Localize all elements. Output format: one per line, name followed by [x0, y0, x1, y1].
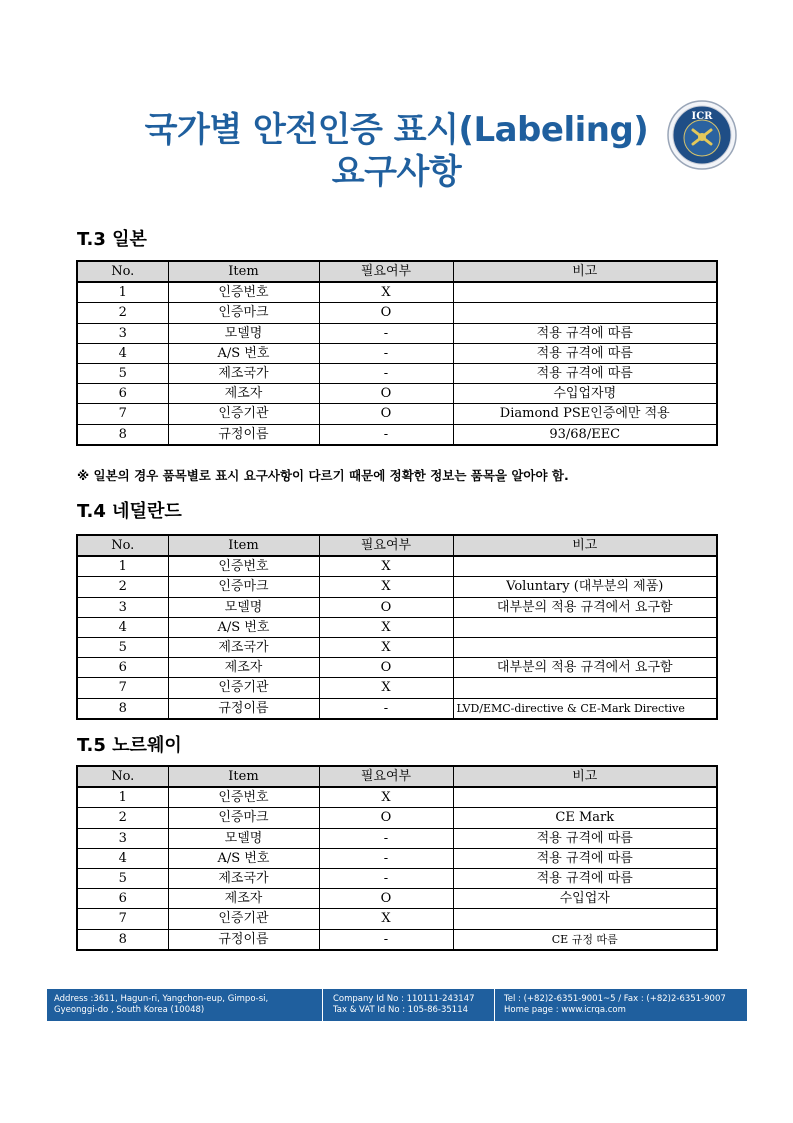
header-required: 필요여부: [319, 766, 453, 787]
cell-no: 4: [77, 848, 168, 868]
cell-remarks: 적용 규격에 따름: [453, 868, 717, 888]
table-header-row: [77, 261, 717, 282]
cell-item: 인증마크: [168, 303, 319, 323]
cell-no: 1: [77, 556, 168, 577]
cell-item: 모델명: [168, 828, 319, 848]
header-required: 필요여부: [319, 261, 453, 282]
footer-divider: [322, 989, 323, 1021]
cell-remarks: 적용 규격에 따름: [453, 848, 717, 868]
cell-no: 6: [77, 658, 168, 678]
table-netherlands: [76, 534, 718, 720]
cell-remarks: LVD/EMC-directive & CE-Mark Directive: [453, 698, 717, 719]
table-japan: [76, 260, 718, 446]
cell-no: 8: [77, 929, 168, 950]
section-title-netherlands: T.4 네덜란드: [77, 501, 182, 522]
cell-no: 7: [77, 678, 168, 698]
cell-item: 모델명: [168, 597, 319, 617]
cell-item: 제조국가: [168, 363, 319, 383]
cell-remarks: 적용 규격에 따름: [453, 323, 717, 343]
cell-remarks: 대부분의 적용 규격에서 요구함: [453, 658, 717, 678]
table-row: [77, 384, 717, 404]
header-item: Item: [168, 261, 319, 282]
table-row: [77, 808, 717, 828]
cell-remarks: CE Mark: [453, 808, 717, 828]
logo-text: ICR: [691, 111, 713, 122]
cell-required: -: [319, 929, 453, 950]
table-row: [77, 343, 717, 363]
table-row: [77, 282, 717, 303]
cell-no: 3: [77, 828, 168, 848]
cell-item: 인증기관: [168, 678, 319, 698]
table-row: [77, 404, 717, 424]
cell-required: O: [319, 889, 453, 909]
cell-item: 인증기관: [168, 404, 319, 424]
cell-required: X: [319, 556, 453, 577]
cell-no: 5: [77, 363, 168, 383]
cell-required: X: [319, 637, 453, 657]
cell-remarks: 대부분의 적용 규격에서 요구함: [453, 597, 717, 617]
cell-required: -: [319, 868, 453, 888]
cell-item: 규정이름: [168, 929, 319, 950]
table-row: [77, 577, 717, 597]
table-row: [77, 868, 717, 888]
cell-item: 인증번호: [168, 556, 319, 577]
cell-item: 제조국가: [168, 868, 319, 888]
cell-no: 8: [77, 424, 168, 445]
japan-note: ※ 일본의 경우 품목별로 표시 요구사항이 다르기 때문에 정확한 정보는 품목을 알아야 함.: [77, 468, 569, 483]
table-row: [77, 637, 717, 657]
table-row: [77, 889, 717, 909]
cell-item: 인증기관: [168, 909, 319, 929]
cell-item: 인증번호: [168, 282, 319, 303]
cell-required: O: [319, 658, 453, 678]
cell-remarks: [453, 637, 717, 657]
cell-no: 2: [77, 808, 168, 828]
cell-required: -: [319, 828, 453, 848]
header-required: 필요여부: [319, 535, 453, 556]
cell-required: -: [319, 698, 453, 719]
cell-item: 규정이름: [168, 698, 319, 719]
page-title: 국가별 안전인증 표시(Labeling): [144, 110, 649, 150]
cell-required: X: [319, 909, 453, 929]
cell-item: 모델명: [168, 323, 319, 343]
header-no: No.: [77, 535, 168, 556]
cell-no: 7: [77, 404, 168, 424]
table-row: [77, 617, 717, 637]
table-row: [77, 698, 717, 719]
cell-remarks: 93/68/EEC: [453, 424, 717, 445]
table-row: [77, 909, 717, 929]
cell-remarks: [453, 909, 717, 929]
footer-company-line2: Tax & VAT Id No : 105-86-35114: [333, 1005, 469, 1015]
cell-item: 규정이름: [168, 424, 319, 445]
table-row: [77, 828, 717, 848]
cell-item: 제조자: [168, 658, 319, 678]
cell-remarks: Voluntary (대부분의 제품): [453, 577, 717, 597]
table-row: [77, 787, 717, 808]
cell-item: 제조자: [168, 384, 319, 404]
cell-no: 6: [77, 889, 168, 909]
cell-item: 인증마크: [168, 808, 319, 828]
cell-required: O: [319, 404, 453, 424]
cell-item: 인증번호: [168, 787, 319, 808]
table-row: [77, 424, 717, 445]
cell-required: X: [319, 787, 453, 808]
footer-contact: [504, 994, 726, 1016]
cell-item: A/S 번호: [168, 617, 319, 637]
footer-address-line1: Address :3611, Hagun-ri, Yangchon-eup, Gimpo-si,: [54, 994, 269, 1004]
cell-no: 7: [77, 909, 168, 929]
cell-required: O: [319, 384, 453, 404]
footer-contact-line1: Tel : (+82)2-6351-9001~5 / Fax : (+82)2-6351-9007: [504, 994, 726, 1004]
cell-no: 4: [77, 343, 168, 363]
cell-required: -: [319, 343, 453, 363]
icr-seal-icon: [667, 100, 737, 170]
cell-remarks: 수입업자: [453, 889, 717, 909]
cell-item: 제조자: [168, 889, 319, 909]
cell-required: -: [319, 848, 453, 868]
cell-remarks: Diamond PSE인증에만 적용: [453, 404, 717, 424]
cell-no: 3: [77, 323, 168, 343]
cell-no: 5: [77, 868, 168, 888]
cell-no: 2: [77, 577, 168, 597]
header-item: Item: [168, 766, 319, 787]
cell-required: -: [319, 424, 453, 445]
cell-required: -: [319, 363, 453, 383]
table-row: [77, 597, 717, 617]
cell-no: 4: [77, 617, 168, 637]
header-remarks: 비고: [453, 535, 717, 556]
cell-remarks: [453, 282, 717, 303]
cell-remarks: [453, 556, 717, 577]
cell-no: 2: [77, 303, 168, 323]
table-norway: [76, 765, 718, 951]
table-row: [77, 363, 717, 383]
header-remarks: 비고: [453, 261, 717, 282]
cell-no: 5: [77, 637, 168, 657]
footer-address: [54, 994, 268, 1016]
cell-item: 제조국가: [168, 637, 319, 657]
cell-item: A/S 번호: [168, 848, 319, 868]
cell-remarks: 적용 규격에 따름: [453, 363, 717, 383]
cell-remarks: [453, 678, 717, 698]
cell-no: 1: [77, 787, 168, 808]
footer-company-line1: Company Id No : 110111-243147: [333, 994, 475, 1004]
section-title-norway: T.5 노르웨이: [77, 735, 182, 756]
cell-remarks: [453, 787, 717, 808]
page-subtitle: 요구사항: [331, 152, 462, 192]
footer-company: [333, 994, 475, 1016]
cell-required: X: [319, 282, 453, 303]
cell-remarks: [453, 617, 717, 637]
table-header-row: [77, 535, 717, 556]
footer-contact-line2: Home page : www.icrqa.com: [504, 1005, 626, 1015]
cell-item: 인증마크: [168, 577, 319, 597]
table-row: [77, 848, 717, 868]
header-item: Item: [168, 535, 319, 556]
table-row: [77, 658, 717, 678]
table-row: [77, 678, 717, 698]
table-row: [77, 929, 717, 950]
table-row: [77, 556, 717, 577]
cell-required: O: [319, 303, 453, 323]
cell-remarks: CE 규정 따름: [453, 929, 717, 950]
cell-required: X: [319, 577, 453, 597]
cell-remarks: [453, 303, 717, 323]
cell-no: 1: [77, 282, 168, 303]
footer-bar: [47, 989, 747, 1021]
cell-remarks: 적용 규격에 따름: [453, 343, 717, 363]
header-no: No.: [77, 261, 168, 282]
cell-no: 8: [77, 698, 168, 719]
cell-remarks: 적용 규격에 따름: [453, 828, 717, 848]
cell-required: X: [319, 617, 453, 637]
cell-no: 3: [77, 597, 168, 617]
section-title-japan: T.3 일본: [77, 229, 147, 250]
cell-required: O: [319, 597, 453, 617]
footer-divider: [494, 989, 495, 1021]
cell-required: O: [319, 808, 453, 828]
cell-required: -: [319, 323, 453, 343]
table-header-row: [77, 766, 717, 787]
header-remarks: 비고: [453, 766, 717, 787]
table-row: [77, 303, 717, 323]
cell-remarks: 수입업자명: [453, 384, 717, 404]
header-no: No.: [77, 766, 168, 787]
cell-item: A/S 번호: [168, 343, 319, 363]
cell-required: X: [319, 678, 453, 698]
footer-address-line2: Gyeonggi-do , South Korea (10048): [54, 1005, 205, 1015]
cell-no: 6: [77, 384, 168, 404]
table-row: [77, 323, 717, 343]
